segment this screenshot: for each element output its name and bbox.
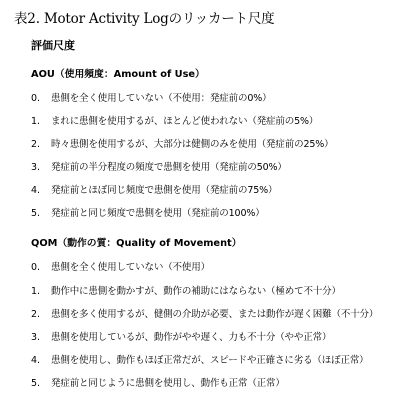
aou-item-5	[31, 208, 265, 220]
scale-heading: 評価尺度	[31, 39, 75, 52]
aou-item-text: 発症前の半分程度の頻度で患側を使用（発症前の50%）	[51, 162, 287, 173]
aou-item-number: 0.	[31, 93, 41, 104]
aou-item-4	[31, 185, 277, 197]
aou-item-1	[31, 116, 318, 128]
qom-item-5	[31, 378, 285, 390]
aou-item-text: 発症前とほぼ同じ頻度で患側を使用（発症前の75%）	[51, 185, 278, 196]
qom-heading: QOM（動作の質：Quality of Movement）	[31, 238, 242, 249]
aou-item-number: 3.	[31, 162, 41, 173]
qom-item-text: 患側を使用しているが、動作がやや遅く、力も不十分（やや正常）	[51, 332, 332, 343]
aou-item-number: 4.	[31, 185, 41, 196]
qom-item-number: 5.	[31, 378, 41, 389]
qom-item-number: 3.	[31, 332, 41, 343]
qom-item-text: 発症前と同じように患側を使用し、動作も正常（正常）	[51, 378, 285, 389]
qom-item-number: 0.	[31, 262, 41, 273]
qom-item-number: 1.	[31, 286, 41, 297]
aou-item-0	[31, 93, 271, 105]
qom-item-3	[31, 332, 331, 344]
aou-item-2	[31, 139, 333, 151]
aou-item-text: 患側を全く使用していない（不使用：発症前の0%）	[51, 93, 272, 104]
aou-item-number: 5.	[31, 208, 41, 219]
qom-item-0	[31, 262, 210, 274]
qom-item-text: 患側を全く使用していない（不使用）	[51, 262, 210, 273]
aou-item-number: 1.	[31, 116, 41, 127]
aou-item-text: 時々患側を使用するが、大部分は健側のみを使用（発症前の25%）	[51, 139, 334, 150]
qom-item-1	[31, 286, 341, 298]
qom-item-4	[31, 355, 369, 367]
qom-item-number: 2.	[31, 309, 41, 320]
qom-item-number: 4.	[31, 355, 41, 366]
aou-item-text: 発症前と同じ頻度で患側を使用（発症前の100%）	[51, 208, 265, 219]
aou-heading: AOU（使用頻度：Amount of Use）	[31, 69, 205, 80]
qom-item-text: 患側を使用し、動作もほぼ正常だが、スピードや正確さに劣る（ほぼ正常）	[51, 355, 369, 366]
qom-item-text: 動作中に患側を動かすが、動作の補助にはならない（極めて不十分）	[51, 286, 341, 297]
qom-item-2	[31, 309, 378, 321]
aou-item-3	[31, 162, 287, 174]
table-title: 表2. Motor Activity Logのリッカート尺度	[14, 11, 275, 27]
aou-item-text: まれに患側を使用するが、ほとんど使われない（発症前の5%）	[51, 116, 319, 127]
qom-item-text: 患側を多く使用するが、健側の介助が必要、または動作が遅く困難（不十分）	[51, 309, 379, 320]
aou-item-number: 2.	[31, 139, 41, 150]
